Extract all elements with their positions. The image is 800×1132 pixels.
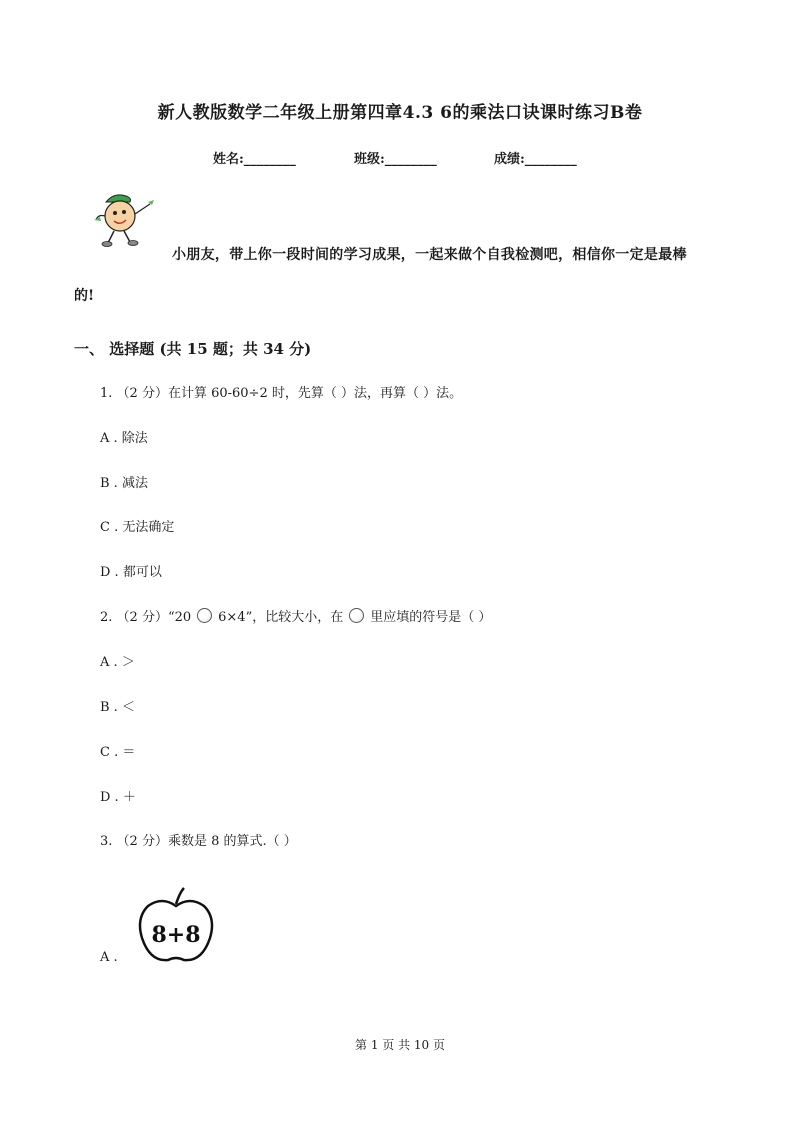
question-2 (100, 606, 491, 625)
question-1-option-b[interactable]: B . 减法 (100, 476, 148, 491)
class-field: 班级:________ (354, 152, 437, 167)
section-heading: 一、 选择题 (共 15 题；共 34 分) (74, 340, 312, 358)
question-2-option-a[interactable]: A . ＞ (100, 655, 135, 670)
circle-icon (349, 608, 364, 623)
page-title: 新人教版数学二年级上册第四章4.3 6的乘法口诀课时练习B卷 (157, 103, 643, 123)
intro-text: 小朋友，带上你一段时间的学习成果，一起来做个自我检测吧，相信你一定是最棒 (172, 247, 687, 263)
question-3: 3. （2 分）乘数是 8 的算式.（ ） (100, 834, 297, 849)
mascot-illustration (92, 190, 156, 248)
question-1-option-d[interactable]: D . 都可以 (100, 565, 162, 580)
intro-text-continued: 的! (74, 288, 95, 304)
circle-icon (197, 608, 212, 623)
question-2-option-c[interactable]: C . ＝ (100, 745, 136, 760)
question-2-option-d[interactable]: D . ＋ (100, 790, 136, 805)
question-2-text-end: 里应填的符号是（ ） (370, 610, 492, 625)
name-field: 姓名:________ (213, 152, 296, 167)
question-2-text-middle: 6×4”，比较大小，在 (218, 610, 344, 625)
score-field: 成绩:________ (494, 152, 577, 167)
question-3-option-a[interactable]: A . (100, 950, 118, 965)
question-1-option-a[interactable]: A . 除法 (100, 431, 148, 446)
apple-illustration (136, 886, 216, 966)
apple-expression: 8+8 (151, 922, 201, 948)
question-1-option-c[interactable]: C . 无法确定 (100, 520, 175, 535)
question-2-text-start: 2. （2 分）“20 (100, 610, 192, 625)
page-footer: 第 1 页 共 10 页 (355, 1038, 445, 1052)
question-2-option-b[interactable]: B . ＜ (100, 700, 135, 715)
question-1: 1. （2 分）在计算 60-60÷2 时，先算（ ）法，再算（ ）法。 (100, 386, 463, 401)
